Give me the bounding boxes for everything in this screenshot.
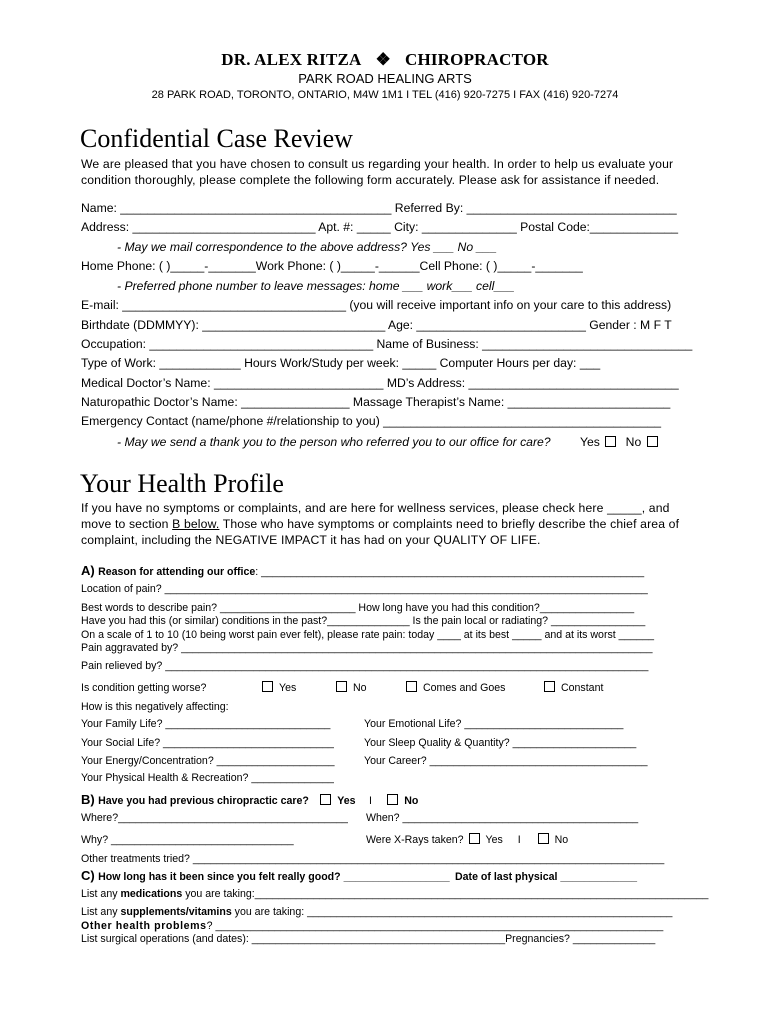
surgical-field[interactable]: List surgical operations (and dates): ___________________________________________Pregnancies? ______________ <box>81 933 656 945</box>
thanks-no-checkbox[interactable] <box>647 436 658 447</box>
career-field[interactable]: Your Career? _____________________________________ <box>364 755 648 767</box>
emergency-contact-field[interactable]: Emergency Contact (name/phone #/relationship to you) _________________________________________ <box>81 414 662 428</box>
xray-yes-label: Yes <box>485 834 503 846</box>
clinic-header-title <box>0 50 770 70</box>
naturopath-field[interactable]: Naturopathic Doctor’s Name: ________________ Massage Therapist’s Name: ________________________ <box>81 395 671 409</box>
email-field[interactable]: E-mail: _________________________________ (you will receive important info on your care to this address) <box>81 298 672 312</box>
xray-no-checkbox[interactable] <box>538 833 549 844</box>
meds-bold: medications <box>120 888 183 900</box>
prev-chiro-separator: I <box>368 795 372 807</box>
supp-bold: supplements/vitamins <box>120 906 232 918</box>
meds-post: you are taking:_____________________________________________________________________________ <box>182 888 709 900</box>
affecting-label: How is this negatively affecting: <box>81 701 229 713</box>
thanks-yes-checkbox[interactable] <box>605 436 616 447</box>
worse-opt-yes[interactable] <box>260 681 296 694</box>
other-health-line: ? ____________________________________________________________________________ <box>206 920 664 932</box>
other-health-label: Other health problems <box>81 920 207 932</box>
meds-pre: List any <box>81 888 121 900</box>
other-health-field[interactable] <box>81 920 663 932</box>
pain-relieved-field[interactable]: Pain relieved by? __________________________________________________________________________________ <box>81 660 649 672</box>
doctor-name: DR. ALEX RITZA <box>221 50 362 69</box>
prev-chiro-no-label: No <box>404 795 419 807</box>
worse-opt-no[interactable] <box>334 681 367 694</box>
xray-question <box>366 833 568 846</box>
supp-pre: List any <box>81 906 121 918</box>
prev-chiro-no-checkbox[interactable] <box>387 794 398 805</box>
clinic-address: 28 PARK ROAD, TORONTO, ONTARIO, M4W 1M1 I TEL (416) 920-7275 I FAX (416) 920-7274 <box>151 89 619 101</box>
phone-fields[interactable]: Home Phone: ( )_____-_______Work Phone: ( )_____-______Cell Phone: ( )_____-_______ <box>81 259 583 273</box>
worse-constant-label: Constant <box>561 682 604 694</box>
xray-separator: I <box>517 834 521 846</box>
other-treatments-field[interactable]: Other treatments tried? ________________________________________________________________________________ <box>81 853 665 865</box>
worse-constant-checkbox[interactable] <box>544 681 555 692</box>
worse-no-label: No <box>353 682 367 694</box>
why-field[interactable]: Why? _______________________________ <box>81 834 294 846</box>
supplements-field[interactable] <box>81 906 672 918</box>
case-review-intro: We are pleased that you have chosen to consult us regarding your health. In order to help us evaluate your condition thoroughly, please complete the following form accurately. Please ask for assistance if needed. <box>81 157 674 187</box>
xray-label: Were X-Rays taken? <box>366 834 464 846</box>
prev-chiro-question <box>81 792 418 807</box>
physical-health-field[interactable]: Your Physical Health & Recreation? ______________ <box>81 772 334 784</box>
worse-no-checkbox[interactable] <box>336 681 347 692</box>
name-field[interactable]: Name: ________________________________________ Referred By: _______________________________ <box>81 201 677 215</box>
felt-good-field[interactable] <box>81 868 637 883</box>
social-life-field[interactable]: Your Social Life? _____________________________ <box>81 737 334 749</box>
sleep-field[interactable]: Your Sleep Quality & Quantity? _____________________ <box>364 737 637 749</box>
pain-location-field[interactable]: Location of pain? __________________________________________________________________________________ <box>81 583 648 595</box>
similar-condition-field[interactable]: Have you had this (or similar) conditions in the past?______________ Is the pain local or radiating? ________________ <box>81 615 646 627</box>
reason-line: : _________________________________________________________________ <box>255 566 645 578</box>
health-profile-title: Your Health Profile <box>80 469 284 498</box>
last-physical-label: Date of last physical _____________ <box>455 871 637 883</box>
case-review-title: Confidential Case Review <box>80 124 353 153</box>
clinic-name: PARK ROAD HEALING ARTS <box>298 71 472 86</box>
energy-field[interactable]: Your Energy/Concentration? ____________________ <box>81 755 335 767</box>
thank-referrer-options <box>580 435 664 449</box>
when-field[interactable]: When? ________________________________________ <box>366 812 639 824</box>
felt-good-label: How long has it been since you felt really good? __________________ <box>98 871 450 883</box>
reason-field[interactable] <box>81 563 644 578</box>
xray-no-label: No <box>554 834 569 846</box>
section-b-letter: B) <box>81 792 95 807</box>
prev-chiro-label: Have you had previous chiropractic care? <box>98 795 309 807</box>
section-a-letter: A) <box>81 563 95 578</box>
preferred-phone-field[interactable]: - Preferred phone number to leave messages: home ___ work___ cell___ <box>117 279 515 293</box>
health-profile-intro <box>81 500 701 548</box>
birthdate-field[interactable]: Birthdate (DDMMYY): ___________________________ Age: _________________________ Gender : M F T <box>81 318 672 332</box>
worse-opt-comes-goes[interactable] <box>404 681 505 694</box>
section-b-link[interactable]: B below. <box>172 517 220 531</box>
pain-scale-field[interactable]: On a scale of 1 to 10 (10 being worst pain ever felt), please rate pain: today ____ at its best _____ and at its worst ______ <box>81 629 655 641</box>
pain-aggravated-field[interactable]: Pain aggravated by? ________________________________________________________________________________ <box>81 642 653 654</box>
reason-label: Reason for attending our office <box>98 566 256 578</box>
family-life-field[interactable]: Your Family Life? ____________________________ <box>81 718 331 730</box>
work-field[interactable]: Type of Work: ____________ Hours Work/Study per week: _____ Computer Hours per day: ___ <box>81 356 601 370</box>
section-c-letter: C) <box>81 868 95 883</box>
worse-opt-constant[interactable] <box>542 681 603 694</box>
prev-chiro-yes-checkbox[interactable] <box>320 794 331 805</box>
worse-comes-goes-label: Comes and Goes <box>423 682 506 694</box>
doctor-role: CHIROPRACTOR <box>404 50 549 69</box>
thanks-yes-label: Yes <box>580 435 600 449</box>
pain-description-field[interactable]: Best words to describe pain? _______________________ How long have you had this condition?________________ <box>81 602 635 614</box>
thank-referrer-question: - May we send a thank you to the person who referred you to our office for care? <box>117 435 551 449</box>
supp-post: you are taking: ______________________________________________________________ <box>231 906 673 918</box>
emotional-life-field[interactable]: Your Emotional Life? ___________________________ <box>364 718 624 730</box>
medical-doctor-field[interactable]: Medical Doctor’s Name: _________________________ MD’s Address: _______________________________ <box>81 376 679 390</box>
worse-yes-label: Yes <box>279 682 297 694</box>
xray-yes-checkbox[interactable] <box>469 833 480 844</box>
diamond-ornament-icon: ❖ <box>375 50 391 69</box>
occupation-field[interactable]: Occupation: _________________________________ Name of Business: _______________________________ <box>81 337 693 351</box>
thanks-no-label: No <box>625 435 642 449</box>
medications-field[interactable] <box>81 888 708 900</box>
intro-part-b: Those who have symptoms or complaints need to briefly describe the chief area of complaint, including the NEGATIVE IMPACT it has had on your QUALITY OF LIFE. <box>81 517 680 547</box>
worse-question: Is condition getting worse? <box>81 682 207 694</box>
worse-comes-goes-checkbox[interactable] <box>406 681 417 692</box>
worse-yes-checkbox[interactable] <box>262 681 273 692</box>
prev-chiro-yes-label: Yes <box>337 795 356 807</box>
mail-consent-field[interactable]: - May we mail correspondence to the above address? Yes ___ No ___ <box>117 240 497 254</box>
intro-part-a: If you have no symptoms or complaints, and are here for wellness services, please check here _____, and move to section <box>81 501 670 531</box>
where-field[interactable]: Where?_______________________________________ <box>81 812 348 824</box>
address-field[interactable]: Address: ___________________________ Apt. #: _____ City: ______________ Postal Code:_____________ <box>81 220 679 234</box>
